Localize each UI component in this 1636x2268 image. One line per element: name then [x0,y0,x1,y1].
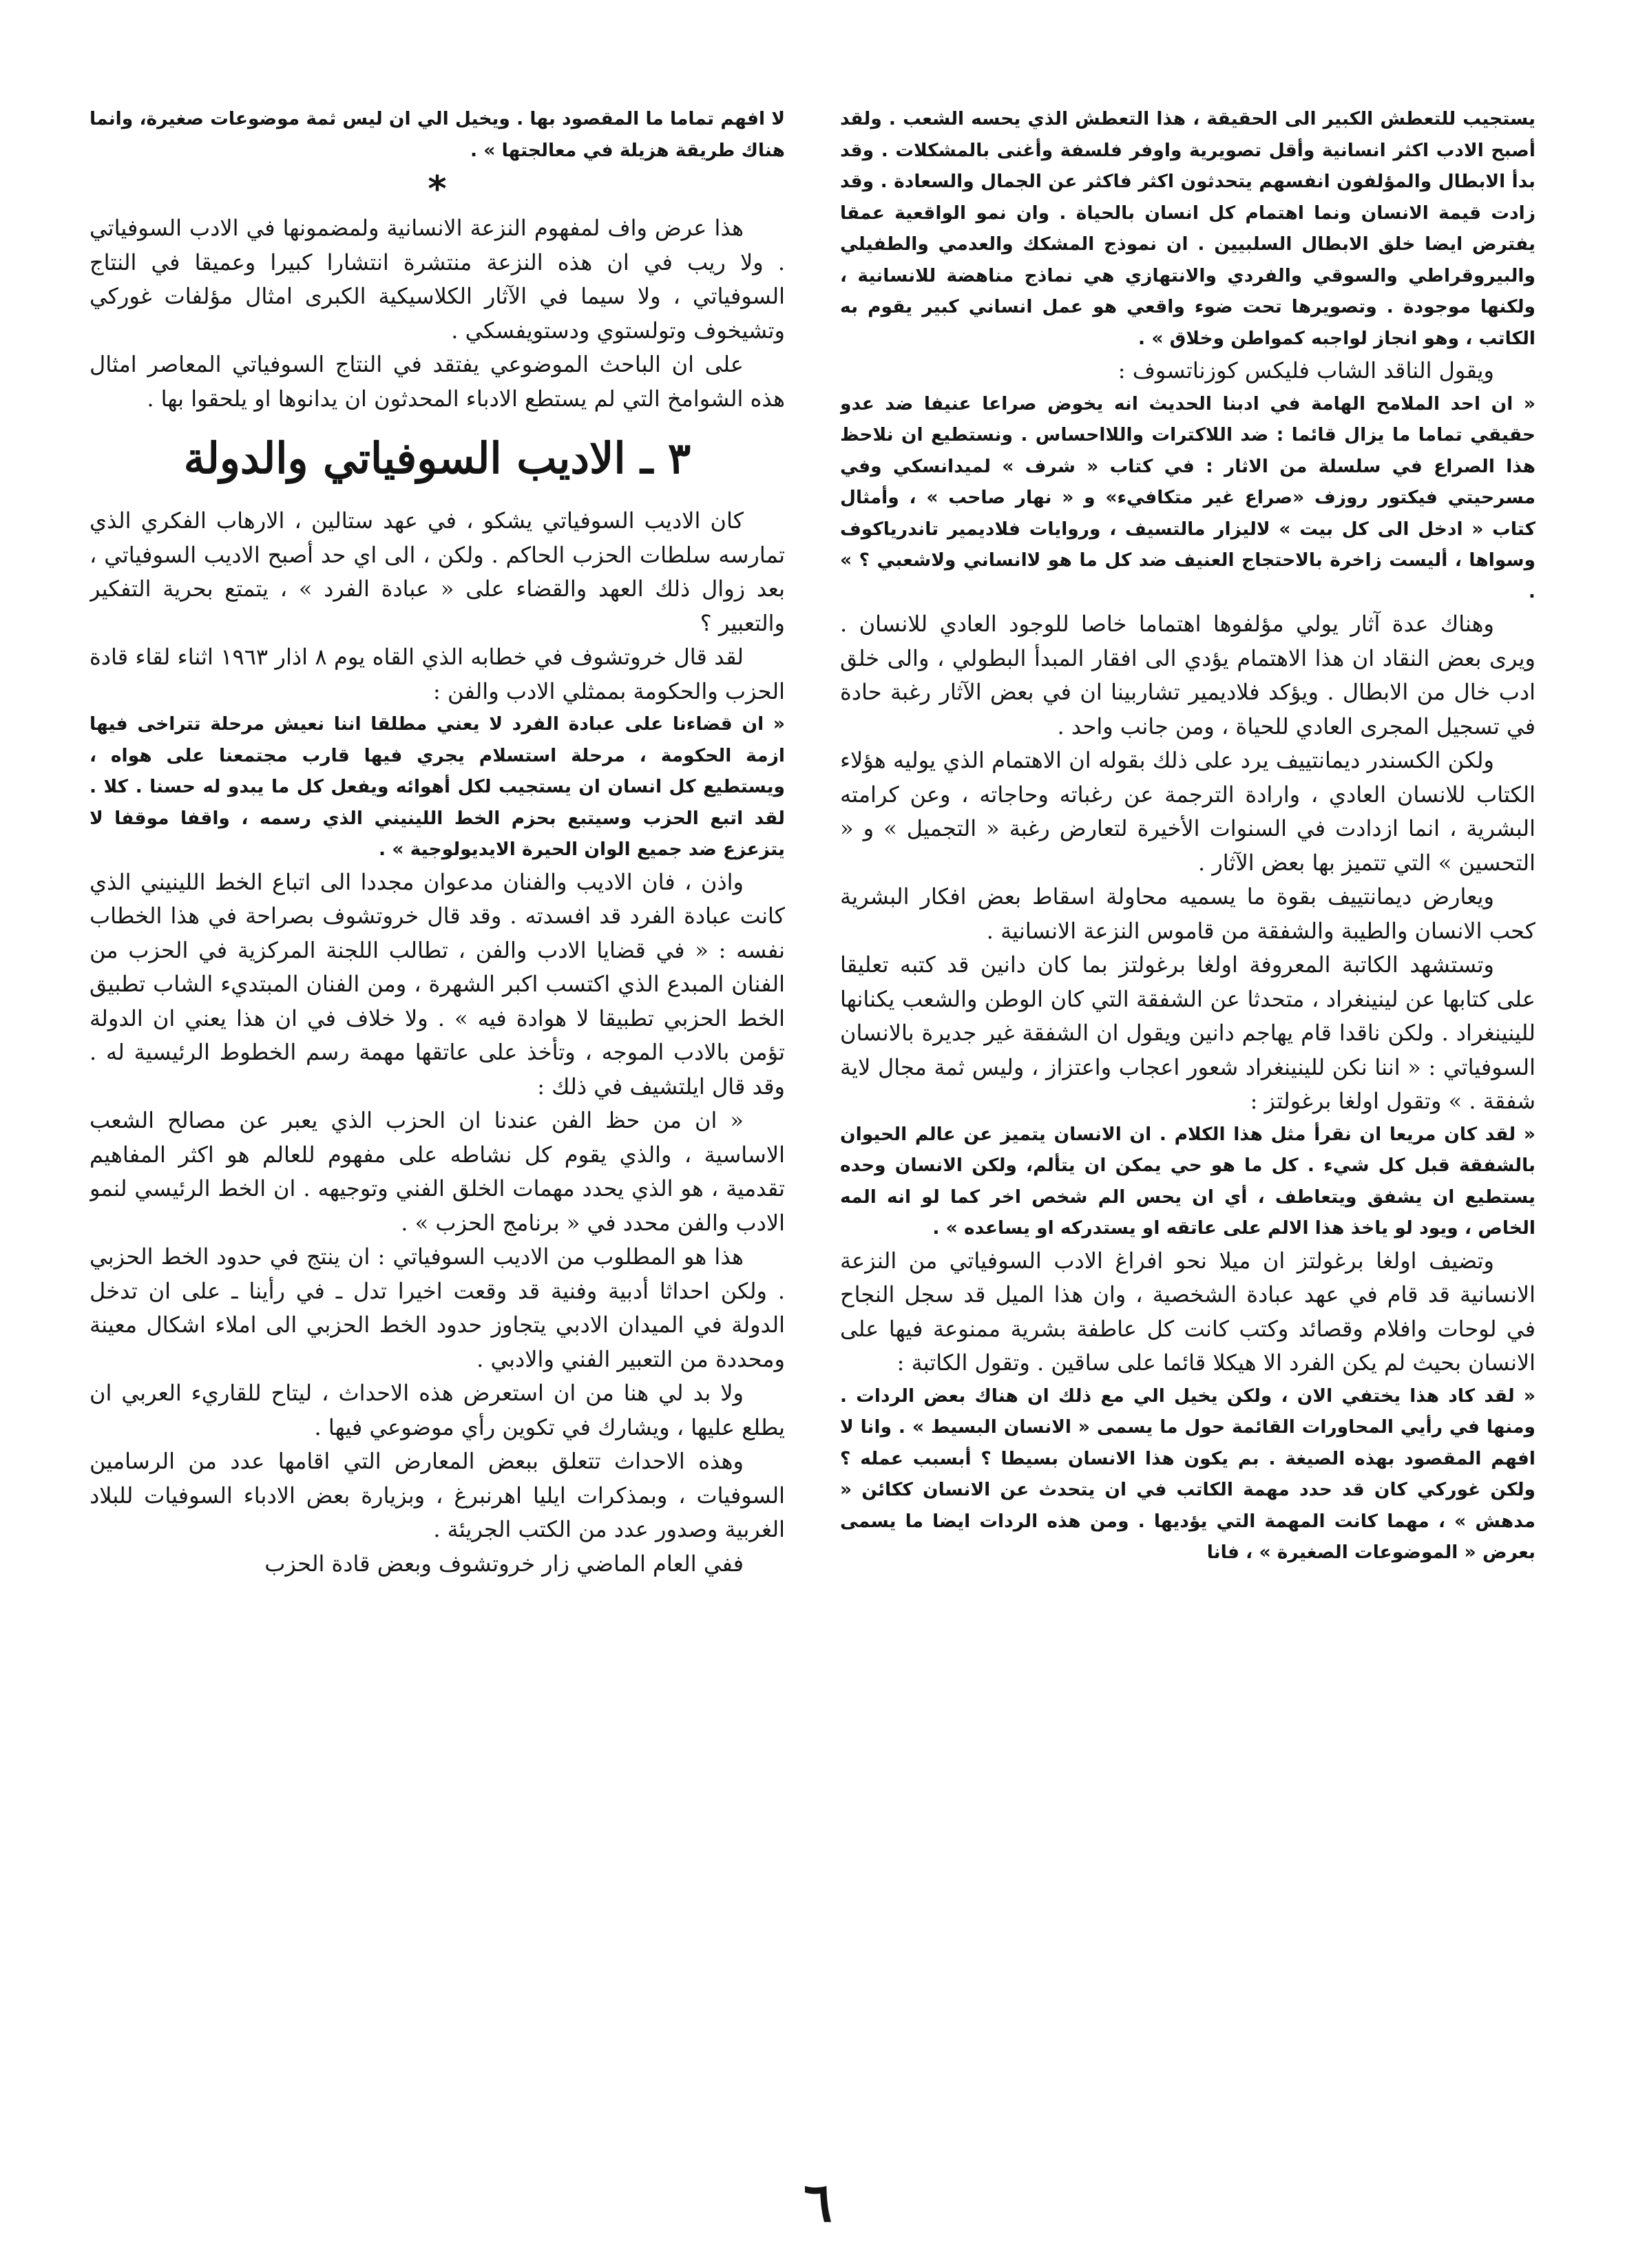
body-paragraph: هذا هو المطلوب من الاديب السوفياتي : ان ينتج في حدود الخط الحزبي . ولكن احداثا أدبية وفنية قد وقعت اخيرا تدل ـ في رأينا ـ على ان تدخل الدولة في الميدان الادبي يتجاوز حدود الخط الحزبي الى املاء اشكال معينة ومحددة من التعبير الفني والادبي . [90,1243,785,1372]
body-paragraph: ويعارض ديمانتييف بقوة ما يسميه محاولة اسقاط بعض افكار البشرية كحب الانسان والطيبة والشفقة من قاموس النزعة الانسانية . [840,883,1535,944]
quote-paragraph: لا افهم تماما ما المقصود بها . ويخيل الي ان ليس ثمة موضوعات صغيرة، وانما هناك طريقة هزيلة في معالجتها » . [90,108,785,161]
quote-paragraph: « ان قضاءنا على عبادة الفرد لا يعني مطلقا اننا نعيش مرحلة تتراخى فيها ازمة الحكومة ، مرحلة استسلام يجري فيها قارب مجتمعنا على هواه ، ويستطيع كل انسان ان يستجيب لكل أهوائه ويفعل كل ما يبدو له حسنا . كلا . لقد اتبع الحزب وسيتبع بحزم الخط اللينيني الذي رسمه ، واقفا موقفا لا يتزعزع ضد جميع الوان الحيرة الايديولوجية » . [90,713,785,860]
body-paragraph: وتضيف اولغا برغولتز ان ميلا نحو افراغ الادب السوفياتي من النزعة الانسانية قد قام في عهد عبادة الشخصية ، وان هذا الميل قد سجل النجاح في لوحات وافلام وقصائد وكتب كانت كل عاطفة بشرية ممنوعة فيها على الانسان بحيث لم يكن الفرد الا هيكلا قائما على ساقين . وتقول الكاتبة : [840,1247,1535,1376]
quote-paragraph: « ان احد الملامح الهامة في ادبنا الحديث انه يخوض صراعا عنيفا ضد عدو حقيقي تماما ما يزال قائما : ضد اللاكترات واللااحساس . ونستطيع ان نلاحظ هذا الصراع في سلسلة من الاثار : في كتاب « شرف » لميدانسكي وفي مسرحيتي فيكتور روزف «صراع غير متكافيء» و « نهار صاحب » ، وأمثال كتاب « ادخل الى كل بيت » لاليزار مالتسيف ، وروايات فلاديمير تاندرياكوف وسواها ، أليست زاخرة بالاحتجاج العنيف ضد كل ما هو لاانساني ولاشعبي ؟ » . [840,392,1535,602]
left-column [90,103,785,2178]
quote-paragraph: « لقد كاد هذا يختفي الان ، ولكن يخيل الي مع ذلك ان هناك بعض الردات . ومنها في رأيي المحاورات القائمة حول ما يسمى « الانسان البسيط » . وانا لا افهم المقصود بهذه الصيغة . بم يكون هذا الانسان بسيطا ؟ أبسبب عمله ؟ ولكن غوركي كان قد حدد مهمة الكاتب في ان يتحدث عن الانسان ككائن « مدهش » ، مهما كانت المهمة التي يؤديها . ومن هذه الردات ايضا ما يسمى بعرض « الموضوعات الصغيرة » ، فانا [840,1385,1535,1563]
body-paragraph: واذن ، فان الاديب والفنان مدعوان مجددا الى اتباع الخط اللينيني الذي كانت عبادة الفرد قد افسدته . وقد قال خروتشوف بصراحة في هذا الخطاب نفسه : « في قضايا الادب والفن ، تطالب اللجنة المركزية في الحزب من الفنان المبدع الذي اكتسب اكبر الشهرة ، ومن الفنان المبتديء الشاب تطبيق الخط الحزبي تطبيقا لا هوادة فيه » . ولا خلاف في ان هذا يعني ان الدولة تؤمن بالادب الموجه ، وتأخذ على عاتقها مهمة رسم الخطوط الرئيسية له . وقد قال ايلتشيف في ذلك : [90,868,785,1100]
right-column [840,103,1535,2178]
body-paragraph: « ان من حظ الفن عندنا ان الحزب الذي يعبر عن مصالح الشعب الاساسية ، والذي يقوم كل نشاطه على مفهوم للعالم هو اكثر المفاهيم تقدمية ، هو الذي يحدد مهمات الخلق الفني وتوجيهه . ان الخط الرئيسي لنمو الادب والفن محدد في « برنامج الحزب » . [90,1107,785,1236]
quote-paragraph: « لقد كان مريعا ان نقرأ مثل هذا الكلام . ان الانسان يتميز عن عالم الحيوان بالشفقة قبل كل شيء . كل ما هو حي يمكن ان يتألم، ولكن الانسان وحده يستطيع ان يشفق ويتعاطف ، أي ان يحس الم شخص اخر كما لو انه المه الخاص ، ويود لو ياخذ هذا الالم على عاتقه او يستدركه او يساعده » . [840,1123,1535,1239]
body-paragraph: وهناك عدة آثار يولي مؤلفوها اهتماما خاصا للوجود العادي للانسان . ويرى بعض النقاد ان هذا الاهتمام يؤدي الى افقار المبدأ البطولي ، والى خلق ادب خال من الابطال . ويؤكد فلاديمير تشاربينا ان في بعض الآثار رغبة حادة في تسجيل المجرى العادي للحياة ، ومن جانب واحد . [840,611,1535,739]
body-paragraph: لقد قال خروتشوف في خطابه الذي القاه يوم ٨ اذار ١٩٦٣ اثناء لقاء قادة الحزب والحكومة بممثلي الادب والفن : [90,644,785,704]
page-number: ٦ [804,2172,832,2234]
quote-paragraph: يستجيب للتعطش الكبير الى الحقيقة ، هذا التعطش الذي يحسه الشعب . ولقد أصبح الادب اكثر انسانية وأقل تصويرية واوفر فلسفة وأغنى بالمشكلات . وقد بدأ الابطال والمؤلفون انفسهم يتحدثون اكثر فاكثر عن الجمال والسعادة . وقد زادت قيمة الانسان ونما اهتمام كل انسان بالحياة . وان نمو الواقعية عمقا يفترض ايضا خلق الابطال السلبيين . ان نموذج المشكك والعدمي والطفيلي والبيروقراطي والسوقي والفردي والانتهازي هي نماذج مناهضة للانسانية ، ولكنها موجودة . وتصويرها تحت ضوء واقعي هو عمل انساني كبير يقوم به الكاتب ، وهو انجاز لواجبه كمواطن وخلاق » . [840,108,1535,349]
body-paragraph: ولا بد لي هنا من ان استعرض هذه الاحداث ، ليتاح للقاريء العربي ان يطلع عليها ، ويشارك في تكوين رأي موضوعي فيها . [90,1380,785,1440]
section-heading: ٣ ـ الاديب السوفياتي والدولة [183,433,691,483]
body-paragraph: وتستشهد الكاتبة المعروفة اولغا برغولتز بما كان دانين قد كتبه تعليقا على كتابها عن لينينغراد ، متحدثا عن الشفقة التي كان الوطن والشعب يكنانها للينينغراد . ولكن ناقدا قام يهاجم دانين ويقول ان الشفقة غير جديرة بالانسان السوفياتي : « اننا نكن للينينغراد شعور اعجاب واعتزاز ، وليس ثمة مجال لاية شفقة . » وتقول اولغا برغولتز : [840,952,1535,1114]
body-paragraph: كان الاديب السوفياتي يشكو ، في عهد ستالين ، الارهاب الفكري الذي تمارسه سلطات الحزب الحاكم . ولكن ، الى اي حد أصبح الاديب السوفياتي ، بعد زوال ذلك العهد والقضاء على « عبادة الفرد » ، يتمتع بحرية التفكير والتعبير ؟ [90,507,785,636]
body-paragraph: ففي العام الماضي زار خروتشوف وبعض قادة الحزب [264,1550,744,1577]
body-paragraph: وهذه الاحداث تتعلق ببعض المعارض التي اقامها عدد من الرسامين السوفيات ، وبمذكرات ايليا اهرنبرغ ، وبزيارة بعض الادباء السوفيات للبلاد الغربية وصدور عدد من الكتب الجريئة . [90,1448,785,1542]
section-divider-asterisk: * [428,169,447,210]
body-paragraph: على ان الباحث الموضوعي يفتقد في النتاج السوفياتي المعاصر امثال هذه الشوامخ التي لم يستطع الادباء المحدثون ان يدانوها او يلحقوا بها . [90,351,785,412]
body-paragraph: ولكن الكسندر ديمانتييف يرد على ذلك بقوله ان الاهتمام الذي يوليه هؤلاء الكتاب للانسان العادي ، وارادة الترجمة عن رغباته وحاجاته ، وعن كرامته البشرية ، انما ازدادت في السنوات الأخيرة لتعارض رغبة « التجميل » و « التحسين » التي تتميز بها بعض الآثار . [840,747,1535,876]
intro-line: ويقول الناقد الشاب فليكس كوزناتسوف : [1118,357,1494,384]
body-paragraph: هذا عرض واف لمفهوم النزعة الانسانية ولمضمونها في الادب السوفياتي . ولا ريب في ان هذه النزعة منتشرة انتشارا كبيرا وعميقا في النتاج السوفياتي ، ولا سيما في الآثار الكلاسيكية الكبرى امثال مؤلفات غوركي وتشيخوف وتولستوي ودستويفسكي . [90,215,785,344]
